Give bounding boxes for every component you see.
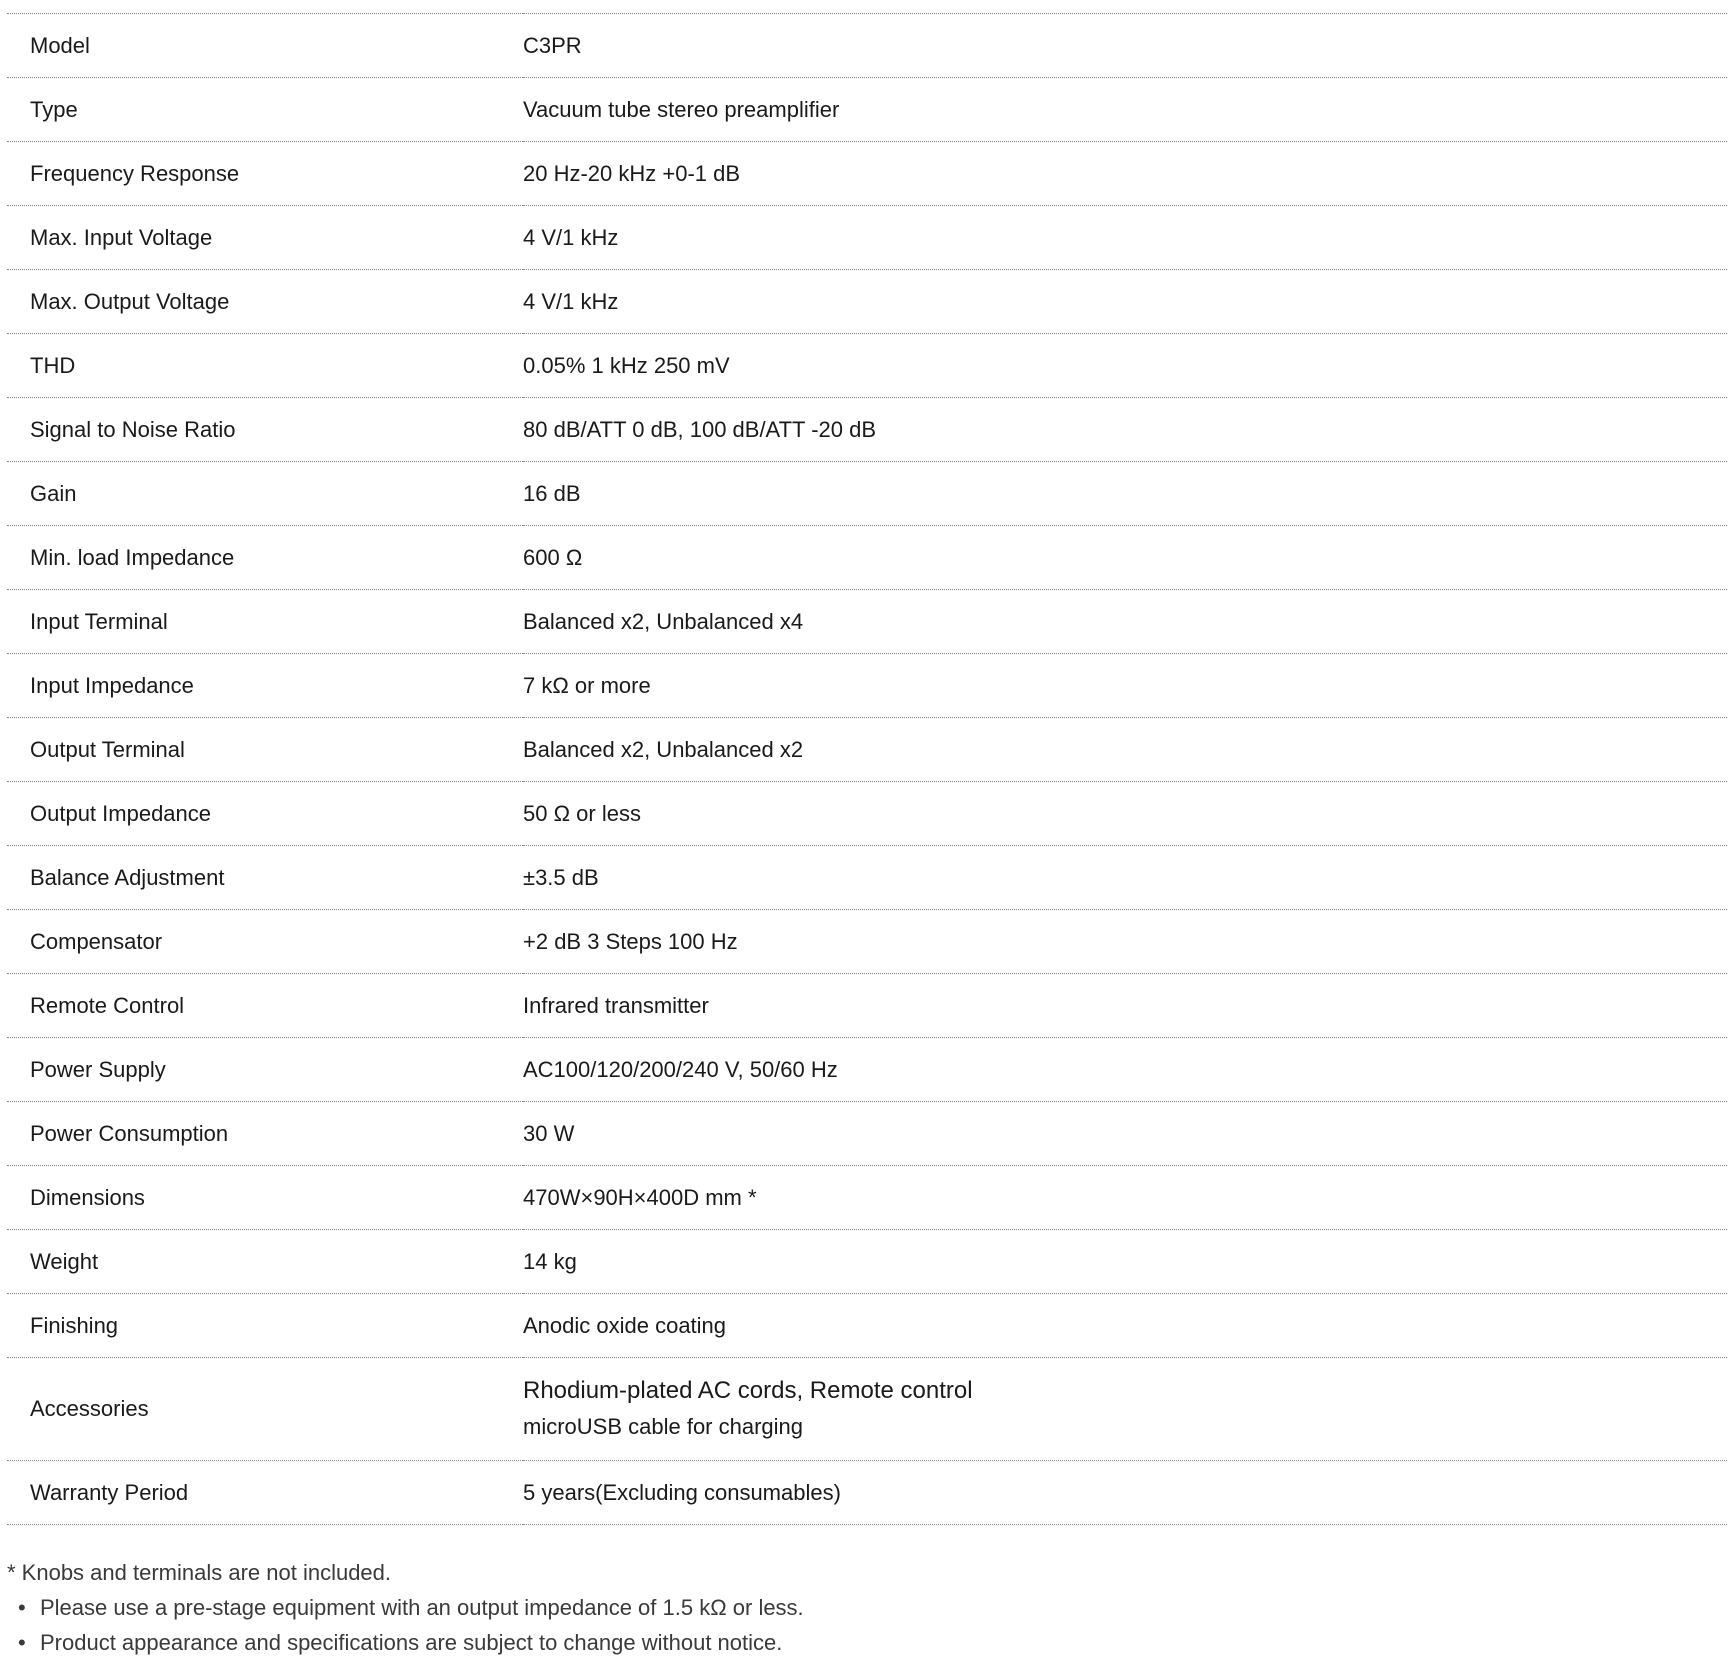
spec-value: 4 V/1 kHz <box>523 288 619 314</box>
spec-label: Model <box>30 32 90 58</box>
spec-value: Vacuum tube stereo preamplifier <box>523 96 840 122</box>
note-text: Product appearance and specifications are subject to change without notice. <box>40 1630 783 1655</box>
table-row <box>7 398 1727 462</box>
table-row <box>7 1461 1727 1525</box>
list-item <box>7 1590 1727 1625</box>
spec-label: Balance Adjustment <box>30 864 225 890</box>
footnote: * Knobs and terminals are not included. <box>7 1560 392 1585</box>
spec-value: Balanced x2, Unbalanced x4 <box>523 608 804 634</box>
spec-value-line: microUSB cable for charging <box>523 1414 804 1439</box>
table-row <box>7 974 1727 1038</box>
table-row <box>7 270 1727 334</box>
table-row <box>7 14 1727 78</box>
table-row <box>7 462 1727 526</box>
bullet-icon: • <box>18 1595 26 1620</box>
table-row <box>7 590 1727 654</box>
spec-value: 14 kg <box>523 1248 577 1274</box>
spec-value: C3PR <box>523 32 582 58</box>
spec-label: Warranty Period <box>30 1479 189 1505</box>
spec-label: Max. Output Voltage <box>30 288 230 314</box>
table-row <box>7 1230 1727 1294</box>
table-row <box>7 78 1727 142</box>
spec-label: Power Supply <box>30 1056 166 1082</box>
table-row <box>7 1358 1727 1461</box>
spec-value: 470W×90H×400D mm * <box>523 1184 757 1210</box>
table-row <box>7 782 1727 846</box>
note-text: Please use a pre-stage equipment with an output impedance of 1.5 kΩ or less. <box>40 1595 804 1620</box>
spec-label: Output Terminal <box>30 736 185 762</box>
table-row <box>7 718 1727 782</box>
spec-value <box>523 1358 1727 1461</box>
spec-label: Min. load Impedance <box>30 544 235 570</box>
table-row <box>7 846 1727 910</box>
spec-value: Anodic oxide coating <box>523 1312 727 1338</box>
spec-value: Balanced x2, Unbalanced x2 <box>523 736 804 762</box>
table-row <box>7 1166 1727 1230</box>
table-row <box>7 1102 1727 1166</box>
spec-value: 4 V/1 kHz <box>523 224 619 250</box>
spec-value: 0.05% 1 kHz 250 mV <box>523 352 730 378</box>
spec-label: Gain <box>30 480 77 506</box>
spec-value-line: Rhodium-plated AC cords, Remote control <box>523 1377 973 1404</box>
list-item <box>7 1625 1727 1660</box>
bullet-icon: • <box>18 1630 26 1655</box>
spec-label: Max. Input Voltage <box>30 224 213 250</box>
table-row <box>7 1038 1727 1102</box>
spec-label: Input Impedance <box>30 672 194 698</box>
spec-value: 7 kΩ or more <box>523 672 651 698</box>
spec-label: Accessories <box>30 1396 149 1421</box>
spec-value: ±3.5 dB <box>523 864 599 890</box>
spec-label: Input Terminal <box>30 608 168 634</box>
spec-value: AC100/120/200/240 V, 50/60 Hz <box>523 1056 838 1082</box>
spec-value: 30 W <box>523 1120 575 1146</box>
spec-label: Output Impedance <box>30 800 212 826</box>
notes-list <box>7 1590 1727 1660</box>
spec-value: 5 years(Excluding consumables) <box>523 1479 841 1505</box>
spec-label: Power Consumption <box>30 1120 229 1146</box>
spec-label: Weight <box>30 1248 99 1274</box>
spec-value: Infrared transmitter <box>523 992 709 1018</box>
spec-value: 50 Ω or less <box>523 800 641 826</box>
spec-value: +2 dB 3 Steps 100 Hz <box>523 928 738 954</box>
table-row <box>7 526 1727 590</box>
spec-value: 600 Ω <box>523 544 583 570</box>
spec-value: 80 dB/ATT 0 dB, 100 dB/ATT -20 dB <box>523 416 877 442</box>
table-row <box>7 910 1727 974</box>
table-row <box>7 334 1727 398</box>
table-row <box>7 142 1727 206</box>
table-row <box>7 206 1727 270</box>
spec-label: Frequency Response <box>30 160 240 186</box>
spec-label: Remote Control <box>30 992 185 1018</box>
spec-label: Compensator <box>30 928 163 954</box>
spec-value: 16 dB <box>523 480 581 506</box>
spec-value: 20 Hz-20 kHz +0-1 dB <box>523 160 741 186</box>
notes-section <box>7 1556 1727 1660</box>
spec-table <box>7 13 1727 1525</box>
spec-label: Signal to Noise Ratio <box>30 416 236 442</box>
spec-label: Type <box>30 96 78 122</box>
spec-label: Finishing <box>30 1312 119 1338</box>
table-row <box>7 1294 1727 1358</box>
spec-label: THD <box>30 352 76 378</box>
spec-label: Dimensions <box>30 1184 145 1210</box>
table-row <box>7 654 1727 718</box>
